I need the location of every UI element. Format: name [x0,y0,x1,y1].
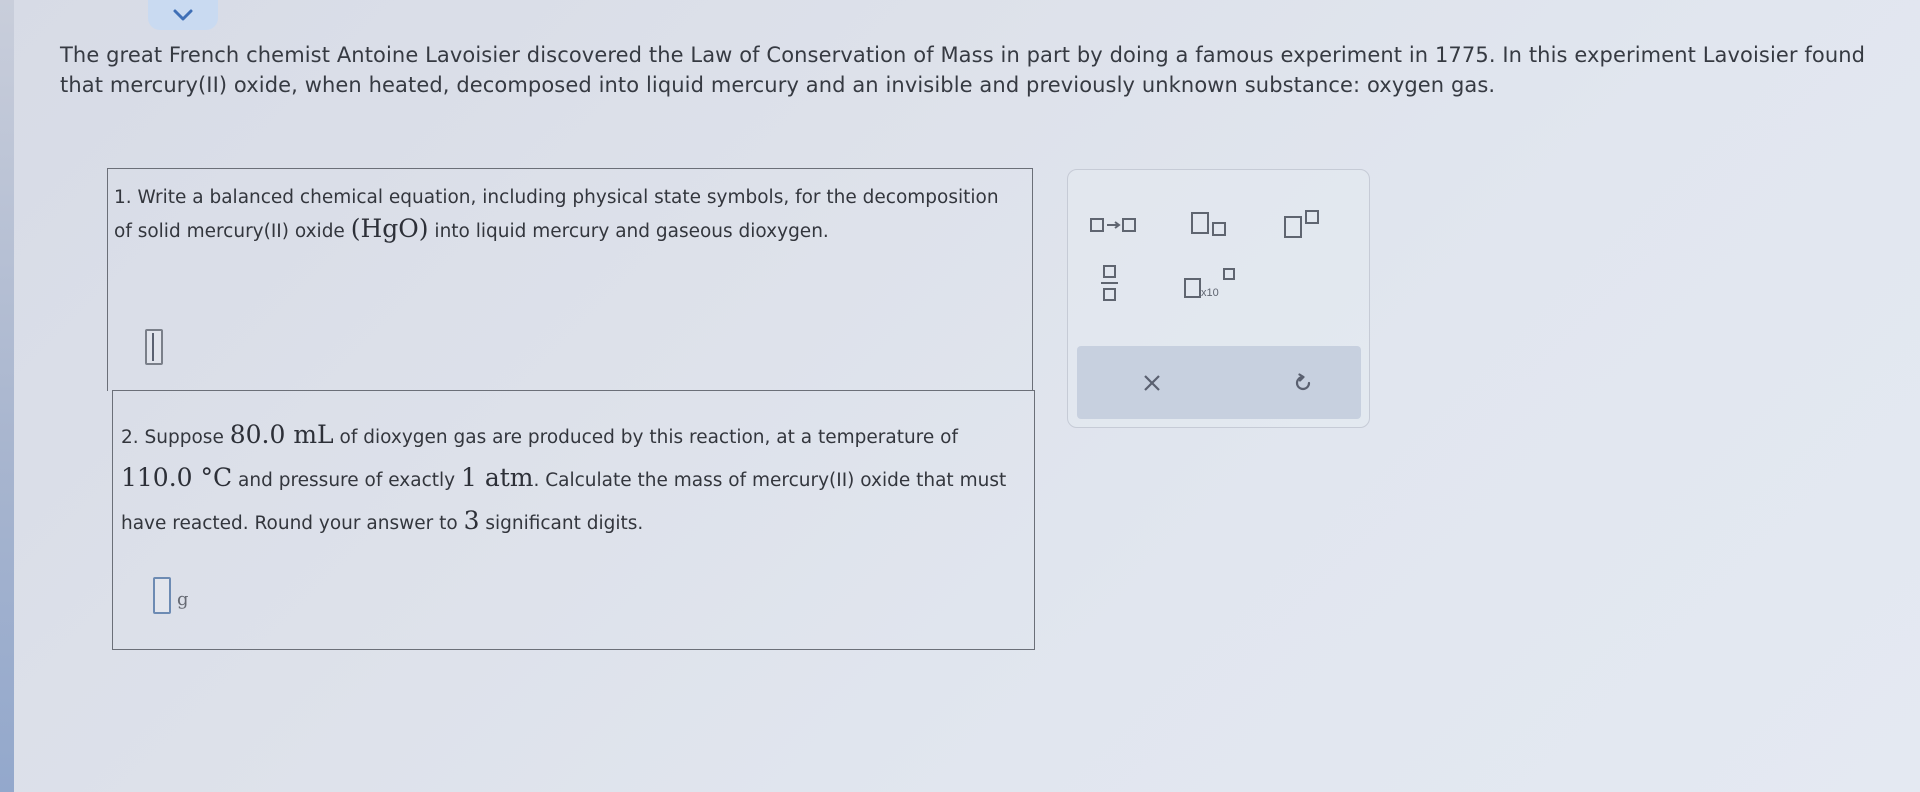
question-2-text [121,415,1021,544]
question-1-prefix: 1. Write a balanced chemical equation, including physical state symbols, for the decomposition of solid mercury(II) oxide [114,187,999,242]
question-2-part4: . Calculate the mass of mercury(II) oxide that must have reacted. Round your answer to [121,470,1007,534]
scientific-notation-tool[interactable] [1182,263,1244,305]
subscript-tool[interactable] [1182,207,1238,241]
superscript-icon [1281,210,1325,238]
question-2-part3: and pressure of exactly [232,470,461,491]
undo-button[interactable] [1278,363,1328,403]
question-1-formula: HgO [360,214,419,243]
mass-unit-label: g [177,589,189,610]
clear-button[interactable] [1127,363,1177,403]
mass-answer-field[interactable] [153,577,171,614]
undo-icon [1291,371,1315,395]
fraction-tool[interactable] [1081,262,1137,306]
fraction-icon [1098,264,1120,304]
subscript-icon [1188,210,1232,238]
question-1-paren-close: ) [418,214,429,243]
equation-answer-field[interactable] [145,329,163,365]
x10-label: x10 [1201,287,1219,299]
superscript-tool[interactable] [1275,207,1331,241]
question-2-part5: significant digits. [479,513,644,534]
text-cursor [152,333,154,361]
question-2-temperature: 110.0 °C [121,463,233,492]
close-icon [1142,373,1162,393]
intro-text: The great French chemist Antoine Lavoisier discovered the Law of Conservation of Mass in part by doing a famous experiment in 1775. In this experiment Lavoisier found that mercury(II) oxide, when heated, decomposed into liquid mercury and an invisible and previously unknown substance: oxygen gas. [60,43,1866,97]
left-edge [0,0,14,792]
reaction-arrow-tool[interactable] [1087,207,1143,241]
question-2-pressure: 1 atm [460,463,534,492]
chevron-down-icon [172,7,194,23]
question-1-suffix: into liquid mercury and gaseous dioxygen. [428,221,829,242]
question-2-part2: of dioxygen gas are produced by this reaction, at a temperature of [333,427,958,448]
question-1-paren-open: ( [350,214,361,243]
question-2-digits: 3 [463,506,480,535]
math-toolbox [1067,169,1370,428]
reaction-arrow-icon [1089,214,1141,234]
question-2-part1: 2. Suppose [121,427,230,448]
toolbox-action-bar [1077,346,1361,419]
question-2-box [112,390,1035,650]
question-1-text [114,182,1014,247]
question-2-volume: 80.0 mL [229,420,334,449]
scientific-notation-icon [1182,265,1244,303]
question-1-box [107,168,1033,391]
collapse-tab[interactable] [148,0,218,30]
